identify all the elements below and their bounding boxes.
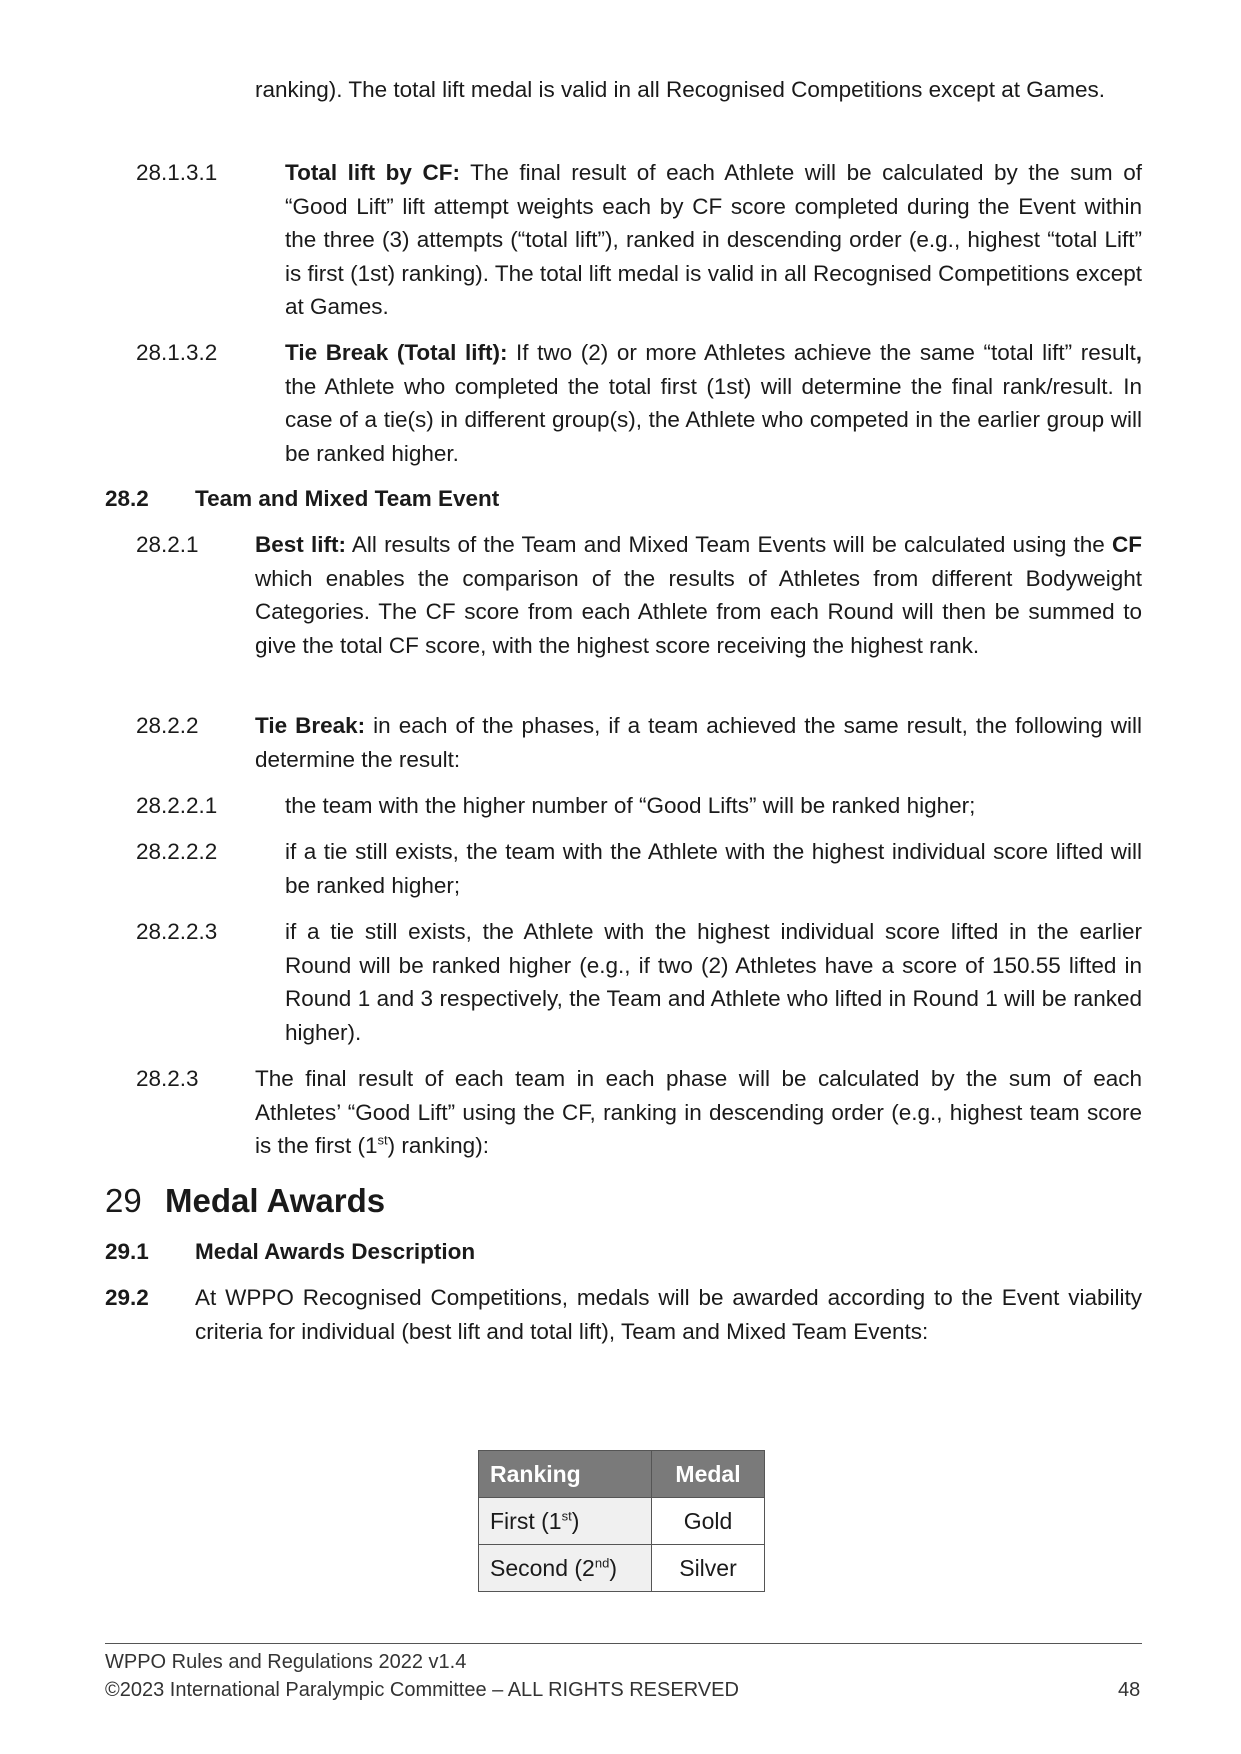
column-header-ranking: Ranking bbox=[479, 1451, 652, 1498]
paragraph-medal-criteria: At WPPO Recognised Competitions, medals will be awarded according to the Event viability criteria for individual (best lift and total lift), Team and Mixed Team Events: bbox=[195, 1285, 1142, 1344]
paragraph-text: The final result of each team in each phase will be calculated by the sum of each Athletes’ “Good Lift” using the CF, ranking in descending order (e.g., highest team score is the first (1 bbox=[255, 1066, 1142, 1158]
term-label: Tie Break: bbox=[255, 713, 366, 738]
paragraph-text: if a tie still exists, the Athlete with the highest individual score lifted in the earlier Round will be ranked higher (e.g., if two (2) Athletes have a score of 150.55 lifted in Round 1 and 3 respectively, the Team and Athlete who lifted in Round 1 will be ranked higher). bbox=[285, 919, 1142, 1045]
ranking-cell bbox=[479, 1545, 652, 1592]
paragraph-total-lift-by-cf bbox=[285, 156, 1142, 324]
lead-paragraph: ranking). The total lift medal is valid in all Recognised Competitions except at Games. bbox=[255, 77, 1105, 102]
table-header-row bbox=[479, 1451, 765, 1498]
paragraph-text: the team with the higher number of “Good Lifts” will be ranked higher; bbox=[285, 793, 976, 818]
paragraph-tie-break-total-lift bbox=[285, 336, 1142, 470]
section-number: 28.2.3 bbox=[136, 1066, 199, 1091]
table-row bbox=[479, 1498, 765, 1545]
paragraph-text: in each of the phases, if a team achieved the same result, the following will determine the result: bbox=[255, 713, 1142, 772]
paragraph-final-result bbox=[255, 1062, 1142, 1163]
paragraph-text: ) ranking): bbox=[387, 1133, 489, 1158]
heading-number: 28.2 bbox=[105, 486, 149, 511]
paragraph-best-lift bbox=[255, 528, 1142, 662]
page-number: 48 bbox=[1118, 1679, 1141, 1701]
footer-document-title: WPPO Rules and Regulations 2022 v1.4 bbox=[105, 1651, 467, 1673]
medals-table bbox=[478, 1450, 765, 1592]
ranking-text: Second (2 bbox=[490, 1554, 595, 1581]
paragraph-text: if a tie still exists, the team with the Athlete with the highest individual score lifted will be ranked higher; bbox=[285, 839, 1142, 898]
table-row bbox=[479, 1545, 765, 1592]
paragraph-tie-break bbox=[255, 709, 1142, 776]
heading-medal-awards-description: Medal Awards Description bbox=[195, 1239, 476, 1264]
section-number: 28.2.1 bbox=[136, 532, 199, 557]
chapter-number: 29 bbox=[105, 1182, 142, 1219]
column-header-medal: Medal bbox=[652, 1451, 765, 1498]
section-number: 28.1.3.1 bbox=[136, 160, 218, 185]
term-label: Best lift: bbox=[255, 532, 346, 557]
heading-number: 29.1 bbox=[105, 1239, 149, 1264]
term-label: Total lift by CF: bbox=[285, 160, 460, 185]
term-label: Tie Break (Total lift): bbox=[285, 340, 508, 365]
section-number: 29.2 bbox=[105, 1285, 149, 1310]
chapter-title: Medal Awards bbox=[165, 1182, 386, 1219]
section-number: 28.2.2.1 bbox=[136, 793, 218, 818]
paragraph-text: All results of the Team and Mixed Team Events will be calculated using the bbox=[345, 532, 1112, 557]
heading-team-and-mixed-team-event: Team and Mixed Team Event bbox=[195, 486, 500, 511]
ranking-text: ) bbox=[609, 1554, 617, 1581]
paragraph-text: the Athlete who completed the total first (1st) will determine the final rank/result. In case of a tie(s) in different group(s), the Athlete who competed in the earlier group will be ranked higher. bbox=[285, 373, 1142, 466]
section-number: 28.1.3.2 bbox=[136, 340, 218, 365]
cf-term: CF bbox=[1112, 532, 1142, 557]
paragraph-text: The final result of each Athlete will be calculated by the sum of “Good Lift” lift attempt weights each by CF score completed during the Event within the three (3) attempts (“total lift”), ranked in descending order (e.g., highest “total Lift” is first (1st) ranking). The total lift medal is valid in all Recognised Competitions except at Games. bbox=[285, 160, 1142, 319]
superscript: st bbox=[561, 1507, 572, 1523]
medal-cell: Silver bbox=[652, 1545, 765, 1592]
ranking-text: First (1 bbox=[490, 1507, 562, 1534]
ranking-text: ) bbox=[571, 1507, 580, 1534]
medal-cell: Gold bbox=[652, 1498, 765, 1545]
section-number: 28.2.2.3 bbox=[136, 919, 218, 944]
superscript: st bbox=[377, 1132, 388, 1148]
bold-comma: , bbox=[1135, 340, 1142, 365]
section-number: 28.2.2 bbox=[136, 713, 199, 738]
footer-divider bbox=[105, 1643, 1142, 1644]
paragraph-text: which enables the comparison of the results of Athletes from different Bodyweight Categories. The CF score from each Athlete from each Round will then be summed to give the total CF score, with the highest score receiving the highest rank. bbox=[255, 565, 1142, 658]
ranking-cell bbox=[479, 1498, 652, 1545]
paragraph-text: If two (2) or more Athletes achieve the same “total lift” result bbox=[507, 340, 1136, 365]
footer-copyright: ©2023 International Paralympic Committee – ALL RIGHTS RESERVED bbox=[105, 1679, 739, 1701]
superscript: nd bbox=[594, 1554, 610, 1570]
section-number: 28.2.2.2 bbox=[136, 839, 218, 864]
